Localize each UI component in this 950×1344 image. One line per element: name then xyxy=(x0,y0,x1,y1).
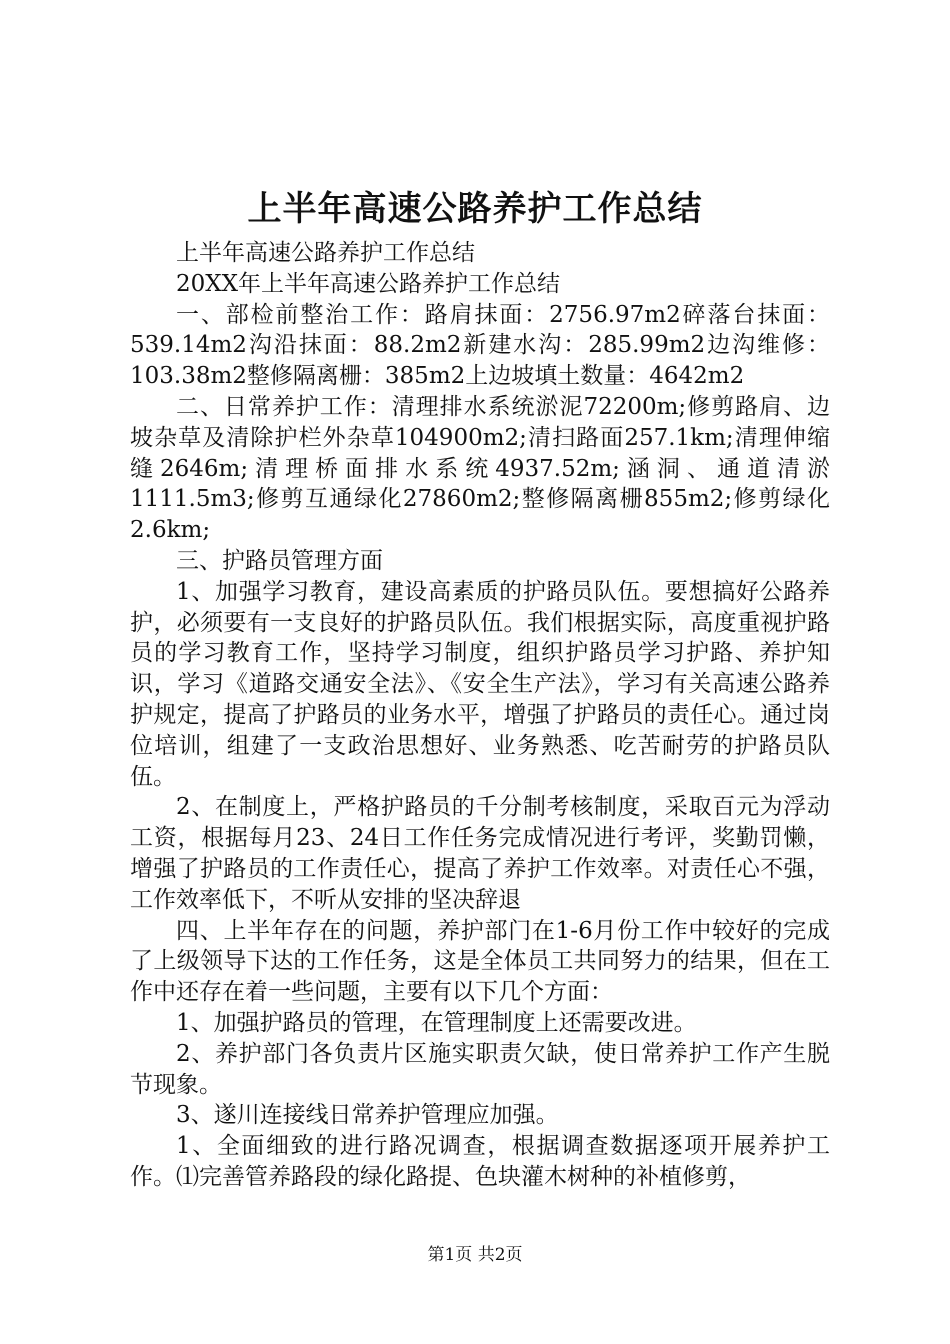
paragraph-issue-1: 1、加强护路员的管理，在管理制度上还需要改进。 xyxy=(176,1009,697,1036)
paragraph-section-4: 四、上半年存在的问题，养护部门在1-6月份工作中较好的完成了上级领导下达的工作任务，这是全体员工共同努力的结果，但在工作中还存在着一些问题，主要有以下几个方面： xyxy=(130,917,830,1006)
page-footer: 第1页 共2页 xyxy=(427,1245,523,1265)
document-body xyxy=(130,238,830,1193)
paragraph-subtitle: 上半年高速公路养护工作总结 xyxy=(176,240,475,266)
paragraph-section-3-item-1: 1、加强学习教育，建设高素质的护路员队伍。要想搞好公路养护，必须要有一支良好的护路员队伍。我们根据实际，高度重视护路员的学习教育工作，坚持学习制度，组织护路员学习护路、养护知识，学习《道路交通安全法》、《安全生产法》，学习有关高速公路养护规定，提高了护路员的业务水平，增强了护路员的责任心。通过岗位培训，组建了一支政治思想好、业务熟悉、吃苦耐劳的护路员队伍。 xyxy=(130,578,830,790)
paragraph-issue-2: 2、养护部门各负责片区施实职责欠缺，使日常养护工作产生脱节现象。 xyxy=(130,1040,830,1098)
paragraph-section-2: 二、日常养护工作：清理排水系统淤泥72200m;修剪路肩、边坡杂草及清除护栏外杂草104900m2;清扫路面257.1km;清理伸缩缝2646m;清理桥面排水系统4937.52m;涵洞、通道清淤1111.5m3;修剪互通绿化27860m2;整修隔离栅855m2;修剪绿化2.6km; xyxy=(130,393,830,544)
document-title: 上半年高速公路养护工作总结 xyxy=(247,189,703,229)
paragraph-section-1: 一、部检前整治工作：路肩抹面：2756.97m2碎落台抹面：539.14m2沟沿抹面：88.2m2新建水沟：285.99m2边沟维修：103.38m2整修隔离栅：385m2上边坡填土数量：4642m2 xyxy=(130,301,830,390)
paragraph-year-title: 20XX年上半年高速公路养护工作总结 xyxy=(176,270,561,297)
paragraph-plan-1: 1、全面细致的进行路况调查，根据调查数据逐项开展养护工作。⑴完善管养路段的绿化路提、色块灌木树种的补植修剪， xyxy=(130,1133,830,1190)
paragraph-section-3-item-2: 2、在制度上，严格护路员的千分制考核制度，采取百元为浮动工资，根据每月23、24日工作任务完成情况进行考评，奖勤罚懒，增强了护路员的工作责任心，提高了养护工作效率。对责任心不强，工作效率低下，不听从安排的坚决辞退 xyxy=(130,794,830,913)
paragraph-section-3-heading: 三、护路员管理方面 xyxy=(176,547,383,574)
paragraph-issue-3: 3、遂川连接线日常养护管理应加强。 xyxy=(176,1102,559,1129)
